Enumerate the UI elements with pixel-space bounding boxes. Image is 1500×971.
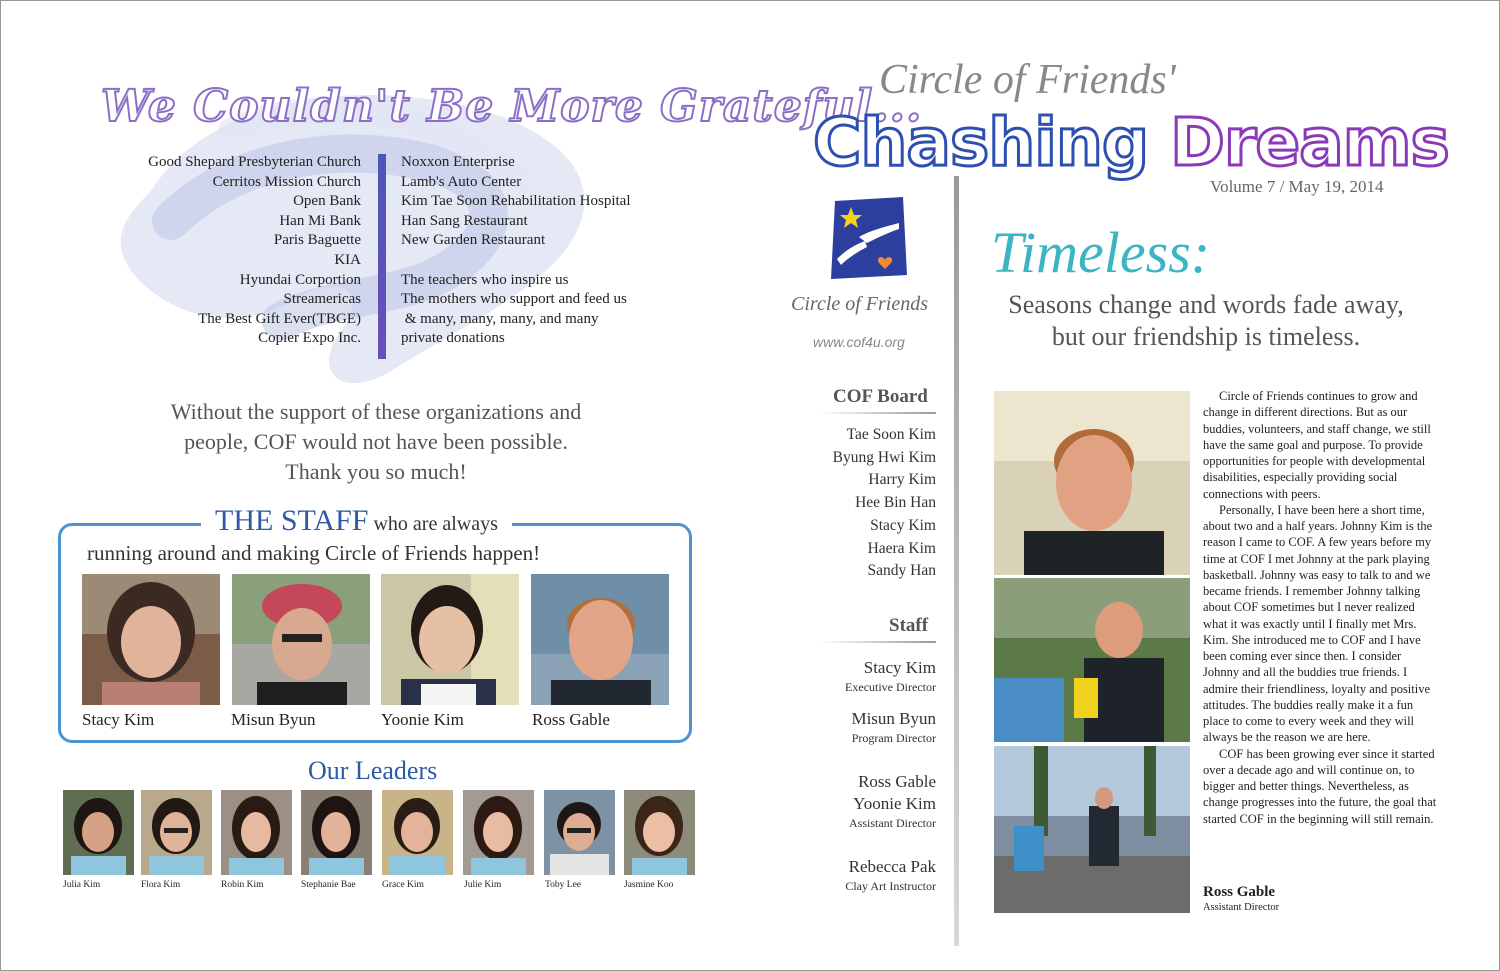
article-author: Ross Gable	[1203, 884, 1276, 900]
article-paragraph: COF has been growing ever since it started over a decade ago and will continue on, to bigger and better things. Nevertheless, as change progresses into the future, the goal that started COF in the beginning will still remain.	[1203, 746, 1437, 826]
sponsor-name: Good Shepard Presbyterian Church	[148, 154, 361, 170]
board-member: Hee Bin Han	[855, 494, 936, 512]
leader-photo	[382, 790, 453, 875]
column-divider	[954, 176, 959, 946]
staff-title: THE STAFF	[215, 504, 369, 537]
board-member: Stacy Kim	[870, 516, 936, 534]
supporter-line: The teachers who inspire us	[401, 271, 569, 288]
staff-member-name: Ross Gable	[858, 772, 936, 791]
leader-photo	[624, 790, 695, 875]
leader-photo	[141, 790, 212, 875]
sponsor-name: Kim Tae Soon Rehabilitation Hospital	[401, 193, 631, 210]
sponsor-list-left	[81, 153, 361, 349]
staff-photo-misun	[232, 574, 370, 705]
logo-name: Circle of Friends	[791, 293, 929, 315]
board-member: Tae Soon Kim	[846, 426, 936, 443]
staff-heading	[201, 504, 512, 538]
staff-name: Yoonie Kim	[381, 710, 464, 729]
board-list	[819, 424, 936, 583]
leader-name: Julie Kim	[464, 880, 502, 890]
staff-role: Program Director	[851, 731, 936, 745]
cof-logo-icon	[829, 197, 907, 279]
staff-subtitle: running around and making Circle of Friends happen!	[87, 541, 541, 565]
sponsor-name: Han Mi Bank	[279, 212, 361, 229]
staff-photo-stacy	[82, 574, 220, 705]
subheadline-line: but our friendship is timeless.	[1051, 322, 1361, 351]
leader-name: Julia Kim	[63, 880, 101, 890]
staff-role-block	[819, 657, 936, 695]
thanks-line: Without the support of these organizations and	[170, 399, 582, 424]
grateful-title: We Couldn't Be More Grateful...	[101, 81, 923, 132]
leader-name: Jasmine Koo	[624, 880, 674, 890]
sponsor-name: Cerritos Mission Church	[212, 173, 361, 190]
article-author-role: Assistant Director	[1203, 902, 1280, 913]
sponsor-name: Copier Expo Inc.	[258, 330, 361, 347]
article-paragraph: Personally, I have been here a short time, about two and a half years. Johnny Kim is the reason I came to COF. A few years before my time at COF I met Johnny at the park playing basketball. Johnny was easy to talk to and we became friends. I remember Johnny talking about COF sometimes but I never realized what it was exactly until I finally met Mrs. Kim. She introduced me to COF and I have been coming ever since then. I consider Johnny and all the buddies true friends. I admire their friendliness, loyalty and positive attitudes. The buddies really make it a fun place to come to every week and they will always be the reason we are here.	[1203, 502, 1433, 745]
staff-photo-ross	[531, 574, 669, 705]
leader-photo	[63, 790, 134, 875]
sponsor-name: The Best Gift Ever(TBGE)	[198, 310, 361, 327]
sponsor-name: Streamericas	[283, 291, 361, 308]
staff-role: Executive Director	[845, 680, 936, 694]
leader-photo	[463, 790, 534, 875]
sponsor-name: Han Sang Restaurant	[401, 212, 528, 229]
sponsor-divider	[378, 154, 386, 359]
board-member: Haera Kim	[867, 539, 936, 557]
article-headline: Timeless:	[991, 220, 1211, 285]
article-paragraph: Circle of Friends continues to grow and change in different directions. But as our buddies, volunteers, and staff change, we still have the same goal and purpose. To provide opportunities for people with developmental disabilities, especially providing social connections with peers.	[1203, 389, 1431, 501]
website-link[interactable]: www.cof4u.org	[813, 334, 905, 350]
staff-name: Ross Gable	[532, 710, 610, 729]
article-body	[1203, 388, 1440, 827]
sponsor-name: KIA	[334, 251, 361, 268]
thanks-line: Thank you so much!	[285, 459, 467, 484]
leader-name: Robin Kim	[221, 880, 264, 890]
staff-title-suffix: who are always	[368, 513, 498, 535]
newsletter-masthead	[813, 104, 1449, 181]
sponsor-name: New Garden Restaurant	[401, 232, 546, 249]
staff-member-name: Misun Byun	[851, 709, 936, 728]
sponsor-name: Lamb's Auto Center	[401, 173, 522, 190]
staff-member-name: Stacy Kim	[863, 658, 936, 677]
supporter-line: & many, many, many, and many	[401, 310, 599, 327]
staff-role-block	[819, 771, 936, 831]
sponsor-name: Paris Baguette	[273, 232, 361, 249]
sponsor-list-right	[401, 153, 681, 349]
staff-member-name: Rebecca Pak	[848, 857, 936, 876]
sponsor-name: Hyundai Corportion	[239, 271, 361, 288]
newsletter-org-title: Circle of Friends'	[879, 57, 1176, 103]
leader-photo	[301, 790, 372, 875]
leaders-title: Our Leaders	[308, 756, 438, 785]
staff-name: Misun Byun	[231, 710, 316, 729]
staff-rule	[819, 641, 936, 643]
staff-photo-yoonie	[381, 574, 519, 705]
sponsor-name: Open Bank	[293, 193, 361, 210]
staff-member-name: Yoonie Kim	[853, 794, 936, 813]
leader-name: Stephanie Bae	[301, 880, 356, 890]
thanks-line: people, COF would not have been possible.	[184, 429, 568, 454]
article-photo-water-fight	[994, 578, 1190, 742]
staff-role-block	[819, 708, 936, 746]
board-member: Byung Hwi Kim	[832, 448, 936, 466]
leader-photo	[544, 790, 615, 875]
supporter-line: The mothers who support and feed us	[401, 291, 627, 308]
masthead-word: Chashing	[813, 104, 1149, 181]
board-heading: COF Board	[833, 386, 928, 407]
staff-role: Clay Art Instructor	[845, 879, 936, 893]
article-subheadline	[961, 289, 1451, 353]
article-photo-portrait	[994, 391, 1190, 575]
volume-date: Volume 7 / May 19, 2014	[1210, 177, 1384, 196]
leader-name: Toby Lee	[545, 880, 582, 890]
leader-name: Flora Kim	[141, 880, 181, 890]
leader-photo	[221, 790, 292, 875]
masthead-word: Dreams	[1170, 104, 1449, 181]
thank-you-message	[81, 397, 671, 487]
staff-name: Stacy Kim	[82, 710, 155, 729]
subheadline-line: Seasons change and words fade away,	[1008, 290, 1404, 319]
sponsor-name: Noxxon Enterprise	[401, 154, 515, 170]
staff-role-block	[819, 856, 936, 894]
board-member: Harry Kim	[868, 471, 936, 489]
supporter-line: private donations	[401, 330, 505, 347]
staff-side-heading: Staff	[889, 615, 929, 636]
staff-role: Assistant Director	[849, 816, 936, 830]
article-photo-outdoor	[994, 746, 1190, 913]
board-rule	[819, 412, 936, 414]
board-member: Sandy Han	[867, 562, 936, 580]
leader-name: Grace Kim	[382, 880, 424, 890]
